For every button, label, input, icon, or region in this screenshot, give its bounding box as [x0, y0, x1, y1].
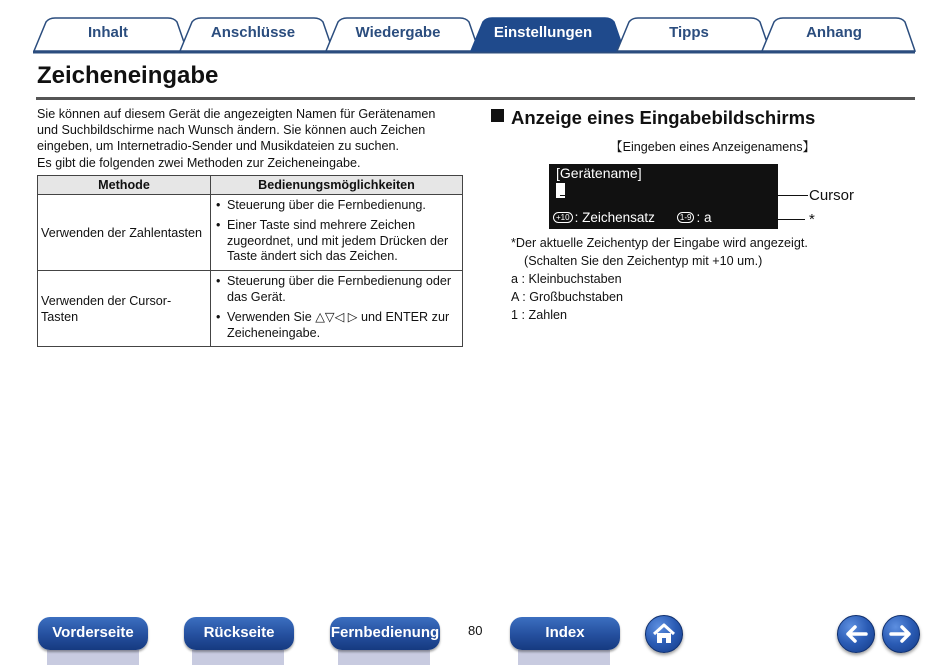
intro-text	[37, 106, 457, 171]
front-panel-button[interactable]: Vorderseite	[38, 617, 148, 650]
arrow-left-icon	[838, 616, 874, 652]
nav-shadow	[192, 650, 284, 665]
table-header-row	[38, 176, 463, 195]
title-divider	[36, 97, 915, 100]
table-row	[38, 195, 463, 271]
operations-cell	[211, 195, 463, 271]
screen-title: [Gerätename]	[556, 165, 642, 181]
example-caption: 【Eingeben eines Anzeigenamens】	[610, 140, 816, 154]
index-button[interactable]: Index	[510, 617, 620, 650]
note-line: *Der aktuelle Zeichentyp der Eingabe wird angezeigt.	[511, 236, 808, 250]
intro-line: und Suchbildschirme nach Wunsch ändern. Sie können auch Zeichen	[37, 123, 426, 138]
intro-line: Es gibt die folgenden zwei Methoden zur Zeicheneingabe.	[37, 155, 361, 170]
nav-shadow	[518, 650, 610, 665]
cursor-callout-line	[560, 195, 808, 196]
method-cell: Verwenden der Zahlentasten	[38, 195, 211, 271]
tab-bar	[0, 0, 950, 56]
table-row	[38, 271, 463, 347]
notes	[511, 234, 808, 324]
home-button[interactable]	[645, 615, 683, 653]
home-icon	[646, 616, 682, 652]
note-line: A : Großbuchstaben	[511, 290, 624, 304]
section-heading: Anzeige eines Eingabebildschirms	[511, 107, 816, 128]
method-table	[37, 175, 463, 347]
operation-item: • Einer Taste sind mehrere Zeichen zugeordnet, und mit jedem Drücken der Taste ändert sich das Zeichen.	[227, 218, 456, 265]
num-key-icon: 1-9	[677, 212, 695, 223]
operation-item: • Verwenden Sie △▽◁ ▷ und ENTER zur Zeicheneingabe.	[227, 310, 456, 342]
arrow-right-icon	[883, 616, 919, 652]
tab-inhalt[interactable]: Inhalt	[88, 24, 128, 41]
charset-value: : a	[696, 210, 712, 225]
remote-control-button[interactable]: Fernbedienung	[330, 617, 440, 650]
star-callout-label: *	[809, 211, 815, 228]
intro-line: eingeben, um Internetradio-Sender und Musikdateien zu suchen.	[37, 139, 399, 154]
previous-page-button[interactable]	[837, 615, 875, 653]
star-callout-line	[719, 219, 805, 220]
operations-cell	[211, 271, 463, 347]
tab-wiedergabe[interactable]: Wiedergabe	[355, 24, 441, 41]
column-header-method: Methode	[38, 176, 211, 195]
tab-anschluesse[interactable]: Anschlüsse	[210, 24, 296, 41]
note-line: (Schalten Sie den Zeichentyp mit +10 um.)	[524, 254, 763, 268]
nav-shadow	[47, 650, 139, 665]
next-page-button[interactable]	[882, 615, 920, 653]
operation-item: • Steuerung über die Fernbedienung oder das Gerät.	[227, 274, 456, 306]
tab-einstellungen[interactable]: Einstellungen	[493, 24, 593, 41]
method-cell: Verwenden der Cursor-Tasten	[38, 271, 211, 347]
page-number: 80	[468, 623, 483, 638]
page-title: Zeicheneingabe	[37, 62, 219, 89]
tab-tipps[interactable]: Tipps	[669, 24, 709, 41]
note-line: 1 : Zahlen	[511, 308, 568, 322]
screen-status-line	[553, 210, 711, 225]
nav-shadow	[338, 650, 430, 665]
operation-item: • Steuerung über die Fernbedienung.	[227, 198, 456, 214]
cursor-callout-label: Cursor	[809, 187, 855, 204]
column-header-operations: Bedienungsmöglichkeiten	[211, 176, 463, 195]
intro-line: Sie können auf diesem Gerät die angezeigten Namen für Gerätenamen	[37, 107, 436, 121]
tab-anhang[interactable]: Anhang	[806, 24, 862, 41]
note-line: a : Kleinbuchstaben	[511, 272, 622, 286]
rear-panel-button[interactable]: Rückseite	[184, 617, 294, 650]
plus10-key-icon: +10	[553, 212, 573, 223]
charset-label: : Zeichensatz	[574, 210, 655, 225]
section-bullet-icon	[491, 109, 504, 122]
